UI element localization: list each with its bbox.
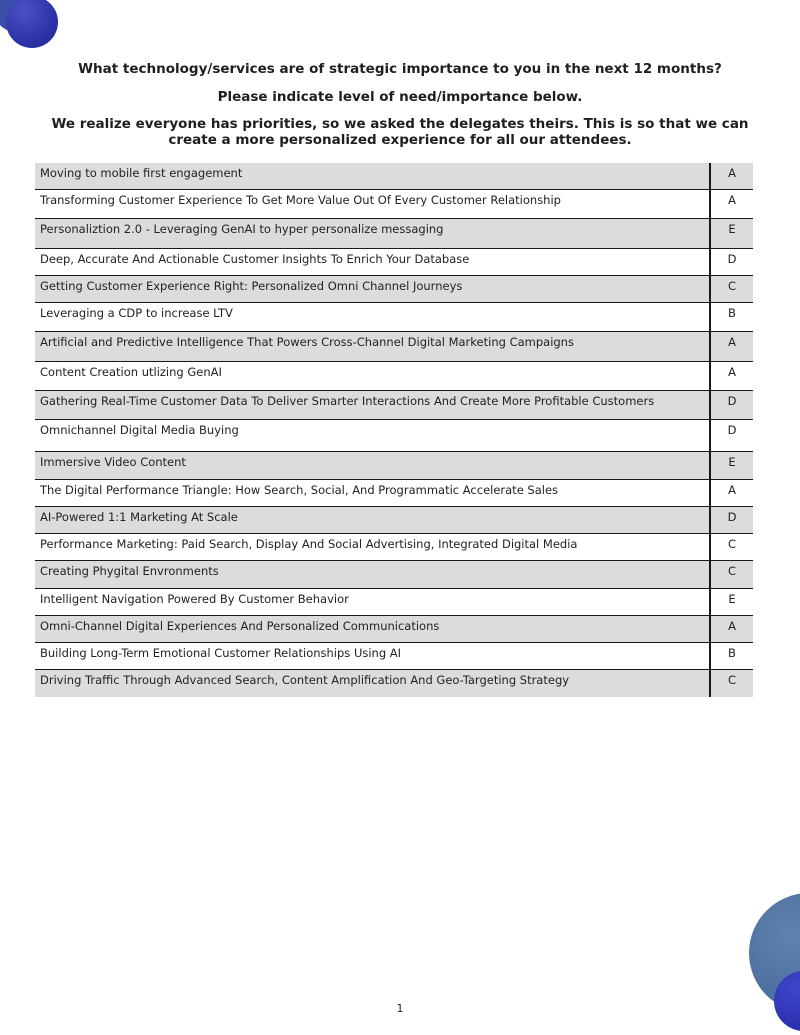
page-number: 1 [396,1002,404,1015]
topic-cell: AI-Powered 1:1 Marketing At Scale [35,507,711,533]
topic-cell: Personaliztion 2.0 - Leveraging GenAI to hyper personalize messaging [35,219,711,248]
topic-cell: Omni-Channel Digital Experiences And Personalized Communications [35,616,711,642]
rating-cell: D [727,510,737,524]
decorative-circle-top-left [6,0,58,48]
table-row [35,362,753,391]
instruction-heading: Please indicate level of need/importance below. [217,89,583,105]
table-row [35,643,753,670]
rating-cell: A [728,619,736,633]
rating-cell: D [727,423,737,437]
table-row [35,219,753,249]
rating-cell: C [727,673,737,687]
topic-cell: Transforming Customer Experience To Get More Value Out Of Every Customer Relationship [35,190,711,218]
table-row [35,561,753,589]
topic-cell: Immersive Video Content [35,452,711,479]
rating-cell: C [727,279,737,293]
rating-cell: E [728,592,736,606]
topic-cell: Creating Phygital Envronments [35,561,711,588]
table-row [35,480,753,507]
table-row [35,420,753,452]
rating-cell: C [727,564,737,578]
table-row [35,391,753,420]
topic-cell: Omnichannel Digital Media Buying [35,420,711,451]
table-row [35,534,753,561]
topic-cell: Content Creation utlizing GenAI [35,362,711,390]
rating-cell: E [728,455,736,469]
rating-cell: C [727,537,737,551]
table-row [35,452,753,480]
table-row [35,670,753,697]
rating-cell: A [728,335,736,349]
topic-cell: Gathering Real-Time Customer Data To Deliver Smarter Interactions And Create More Profitable Customers [35,391,711,419]
table-row [35,507,753,534]
rating-cell: D [727,252,737,266]
topic-cell: Building Long-Term Emotional Customer Relationships Using AI [35,643,711,669]
survey-question-heading: What technology/services are of strategic importance to you in the next 12 months? [78,61,722,77]
topic-cell: Performance Marketing: Paid Search, Display And Social Advertising, Integrated Digital Media [35,534,711,560]
topic-cell: Driving Traffic Through Advanced Search, Content Amplification And Geo-Targeting Strategy [35,670,711,697]
rating-cell: D [727,394,737,408]
rating-cell: A [728,365,736,379]
topic-cell: Intelligent Navigation Powered By Customer Behavior [35,589,711,615]
table-row [35,163,753,190]
table-row [35,332,753,362]
topic-cell: Leveraging a CDP to increase LTV [35,303,711,331]
table-row [35,303,753,332]
topic-cell: Getting Customer Experience Right: Personalized Omni Channel Journeys [35,276,711,302]
priorities-table [35,163,753,697]
explanation-heading: We realize everyone has priorities, so we asked the delegates theirs. This is so that we can create a more personalized experience for all our attendees. [51,116,749,148]
table-row [35,190,753,219]
rating-cell: B [728,306,736,320]
topic-cell: Artificial and Predictive Intelligence That Powers Cross-Channel Digital Marketing Campaigns [35,332,711,361]
topic-cell: Moving to mobile first engagement [35,163,711,189]
table-row [35,249,753,276]
rating-cell: A [728,193,736,207]
topic-cell: Deep, Accurate And Actionable Customer Insights To Enrich Your Database [35,249,711,275]
table-row [35,616,753,643]
rating-cell: A [728,483,736,497]
rating-cell: B [728,646,736,660]
rating-cell: E [728,222,736,236]
rating-cell: A [728,166,736,180]
table-row [35,589,753,616]
table-row [35,276,753,303]
topic-cell: The Digital Performance Triangle: How Search, Social, And Programmatic Accelerate Sales [35,480,711,506]
